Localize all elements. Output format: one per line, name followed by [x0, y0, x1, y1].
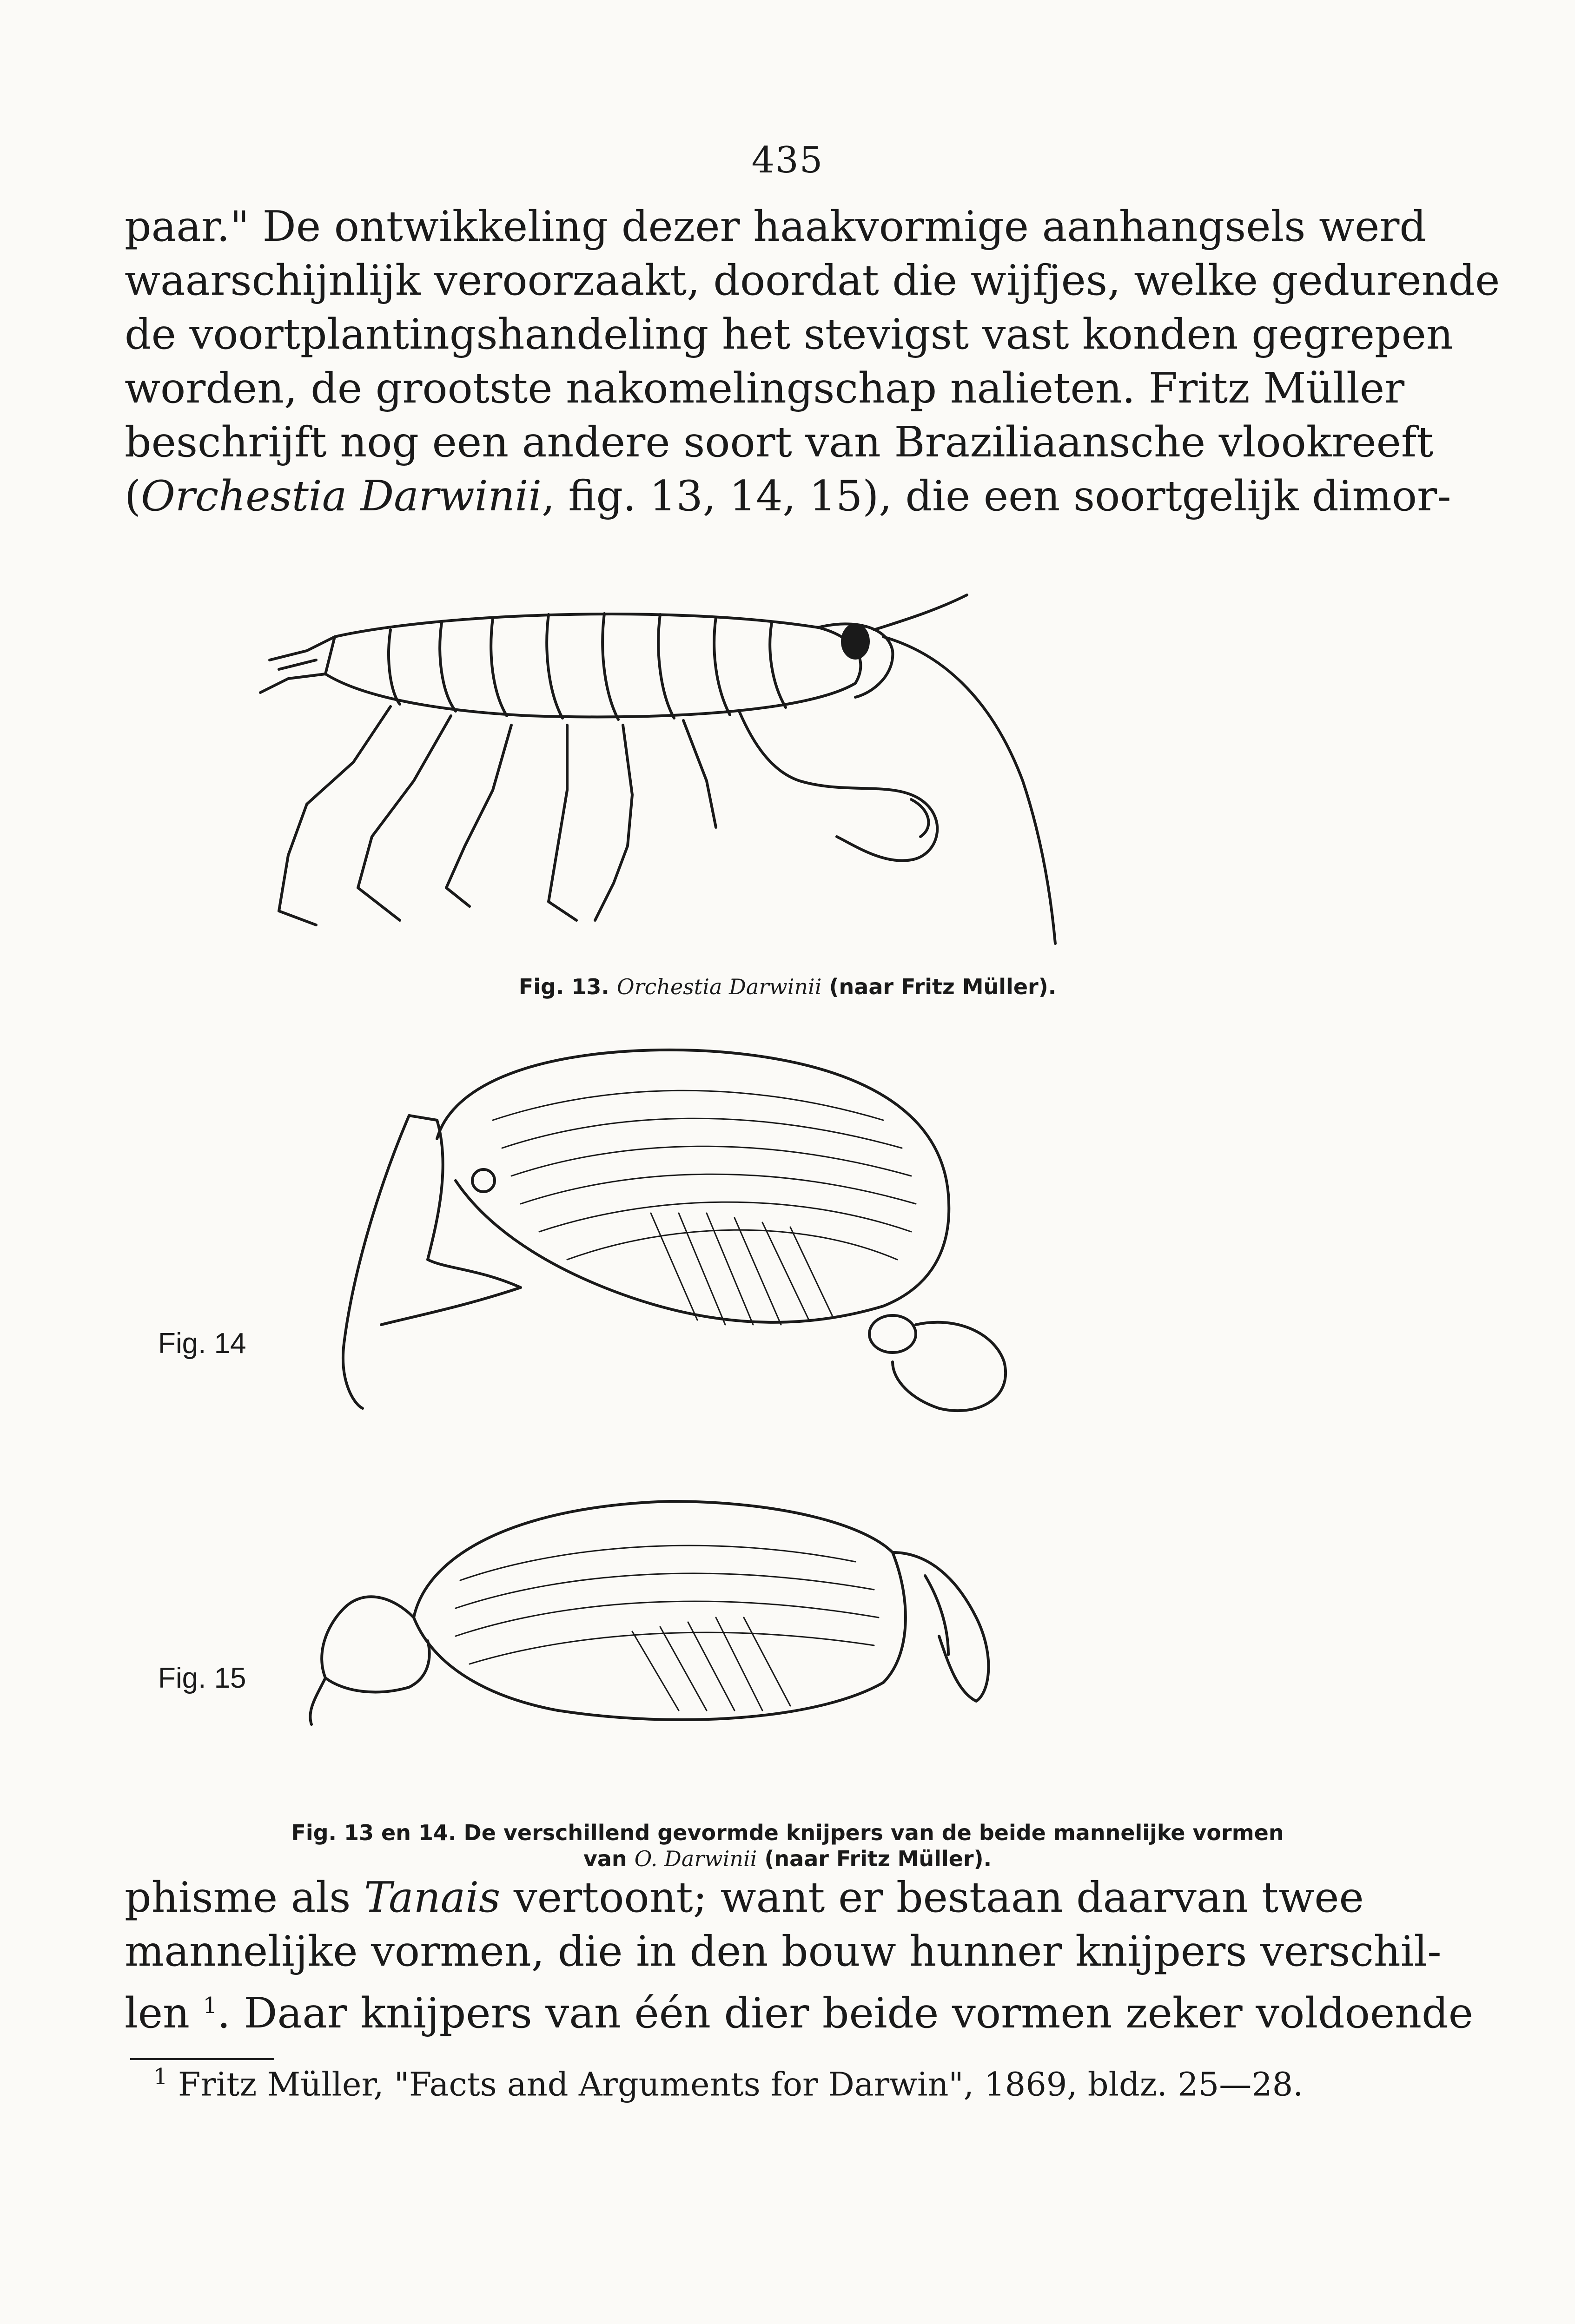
text-line: phisme als Tanais vertoont; want er bestaan daarvan twee	[125, 1873, 1364, 1922]
text-line: beschrijft nog een andere soort van Braziliaansche vlookreeft	[125, 418, 1434, 467]
open-paren: (	[125, 472, 141, 521]
paragraph-top	[125, 200, 1500, 523]
line-rest: , fig. 13, 14, 15), die een soortgelijk dimor-	[542, 472, 1451, 521]
paragraph-bottom	[125, 1871, 1474, 2038]
amphipod-tail	[260, 637, 335, 693]
gnathopod-claw	[739, 711, 937, 861]
figure-14-label: Fig. 14	[158, 1327, 246, 1360]
antenna	[874, 595, 967, 630]
figure-15-label: Fig. 15	[158, 1662, 246, 1694]
footnote-marker: 1	[203, 1993, 218, 2019]
walking-leg	[549, 725, 576, 920]
figure-15-illustration	[307, 1478, 1051, 1766]
amphipod-body	[325, 614, 860, 717]
text-line: waarschijnlijk veroorzaakt, doordat die wijfjes, welke gedurende	[125, 256, 1500, 305]
text-line: worden, de grootste nakomelingschap nalieten. Fritz Müller	[125, 364, 1405, 413]
walking-leg	[446, 725, 511, 906]
text-line	[125, 469, 1451, 523]
claw-base	[322, 1597, 429, 1692]
figure-13-caption: Fig. 13. Orchestia Darwinii (naar Fritz Müller).	[518, 974, 1057, 999]
claw-dactyl	[893, 1552, 988, 1701]
figure-13-illustration	[251, 586, 1181, 967]
walking-leg	[683, 720, 716, 827]
walking-leg	[279, 706, 390, 925]
footnote-rule	[130, 2058, 274, 2060]
walking-leg	[595, 725, 632, 920]
footnote	[153, 2064, 1304, 2103]
figure-combined-caption: Fig. 13 en 14. De verschillend gevormde knijpers van de beide mannelijke vormen van O. Darwinii (naar Fritz Müller).	[291, 1820, 1284, 1871]
antenna	[883, 637, 1055, 944]
claw-joint	[869, 1315, 916, 1353]
text-line: paar." De ontwikkeling dezer haakvormige aanhangsels werd	[125, 202, 1427, 251]
claw-dactyl	[343, 1116, 409, 1408]
species-name: Orchestia Darwinii	[141, 472, 542, 521]
walking-leg	[358, 716, 451, 920]
amphipod-eye	[842, 625, 868, 658]
figure-14-illustration	[325, 1027, 1144, 1473]
text-line: len $^1$. Daar knijpers van één dier beide vormen zeker voldoende	[125, 1989, 1474, 2038]
page-number: 435	[751, 139, 824, 181]
footnote-number: 1	[153, 2064, 168, 2090]
genus-name: Tanais	[364, 1873, 501, 1922]
footnote-text: Fritz Müller, "Facts and Arguments for Darwin", 1869, bldz. 25—28.	[178, 2065, 1304, 2104]
text-line: de voortplantingshandeling het stevigst vast konden gegrepen	[125, 310, 1453, 359]
text-line: mannelijke vormen, die in den bouw hunner knijpers verschil-	[125, 1927, 1442, 1976]
